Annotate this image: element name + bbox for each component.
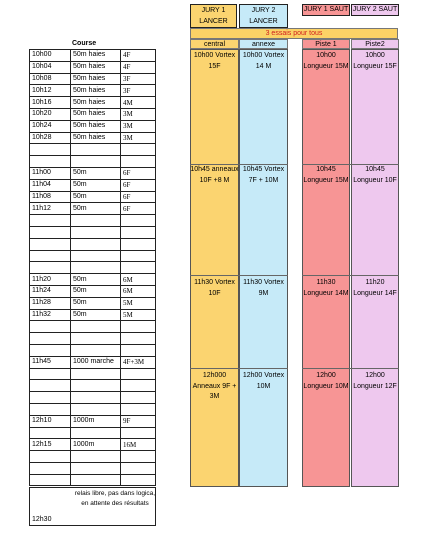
- course-event: 50m: [71, 179, 121, 191]
- table-row: [30, 333, 156, 345]
- relay-time: 12h30: [32, 516, 52, 523]
- course-group: 3M: [121, 108, 156, 120]
- course-group: 5M: [121, 297, 156, 309]
- course-time: 11h04: [30, 179, 71, 191]
- course-group: [121, 392, 156, 404]
- course-event: [71, 238, 121, 250]
- course-group: 4F+3M: [121, 356, 156, 368]
- course-time: 11h20: [30, 274, 71, 286]
- course-time: 11h24: [30, 285, 71, 297]
- course-time: 10h08: [30, 73, 71, 85]
- course-event: 1000m: [71, 415, 121, 427]
- course-time: [30, 368, 71, 380]
- table-row: [30, 250, 156, 262]
- course-event: 50m: [71, 191, 121, 203]
- table-row: [30, 156, 156, 168]
- course-event: [71, 262, 121, 274]
- course-table: [29, 49, 156, 486]
- table-row: [30, 274, 156, 286]
- course-time: 11h45: [30, 356, 71, 368]
- cell-jury1-1: 10h45 anneaux 10F +8 M: [190, 166, 239, 184]
- course-time: 10h00: [30, 50, 71, 62]
- column-saut1: [302, 49, 350, 487]
- relay-text: relais libre, pas dans logica, en attente des résultats: [74, 490, 156, 507]
- course-group: [121, 427, 156, 439]
- course-event: 50m haies: [71, 50, 121, 62]
- course-group: 5M: [121, 309, 156, 321]
- course-group: [121, 262, 156, 274]
- relay-note: [29, 487, 156, 526]
- course-event: 50m: [71, 297, 121, 309]
- course-time: [30, 462, 71, 474]
- course-group: [121, 344, 156, 356]
- table-row: [30, 356, 156, 368]
- cell-jury1-0: 10h00 Vortex 15F: [193, 52, 236, 70]
- table-row: [30, 297, 156, 309]
- course-group: 4M: [121, 97, 156, 109]
- course-event: [71, 392, 121, 404]
- cell-saut2-0: 10h00 Longueur 15F: [353, 52, 397, 70]
- course-event: 50m: [71, 167, 121, 179]
- course-group: [121, 215, 156, 227]
- course-time: [30, 262, 71, 274]
- table-row: [30, 108, 156, 120]
- header-jury1-lancer: JURY 1 LANCER: [190, 4, 237, 28]
- course-event: [71, 250, 121, 262]
- course-event: [71, 333, 121, 345]
- table-row: [30, 439, 156, 451]
- course-event: [71, 144, 121, 156]
- table-row: [30, 215, 156, 227]
- course-event: 50m: [71, 274, 121, 286]
- course-event: [71, 427, 121, 439]
- course-event: 1000m: [71, 439, 121, 451]
- course-time: [30, 156, 71, 168]
- course-time: 10h28: [30, 132, 71, 144]
- table-row: [30, 50, 156, 62]
- table-row: [30, 474, 156, 486]
- course-group: 3M: [121, 120, 156, 132]
- course-event: 50m haies: [71, 108, 121, 120]
- course-event: [71, 156, 121, 168]
- cell-saut1-3: 12h00 Longueur 10M: [303, 372, 349, 390]
- cell-saut2-3: 12h00 Longueur 12F: [353, 372, 397, 390]
- course-time: [30, 226, 71, 238]
- header-jury1-saut: JURY 1 SAUT: [302, 4, 350, 16]
- table-row: [30, 344, 156, 356]
- course-event: 1000 marche: [71, 356, 121, 368]
- course-group: 6F: [121, 203, 156, 215]
- table-row: [30, 285, 156, 297]
- table-row: [30, 61, 156, 73]
- course-group: [121, 403, 156, 415]
- separator-lancer-3: [190, 368, 288, 369]
- course-event: [71, 474, 121, 486]
- table-row: [30, 203, 156, 215]
- table-row: [30, 97, 156, 109]
- course-event: 50m haies: [71, 120, 121, 132]
- course-group: [121, 238, 156, 250]
- column-jury1: [190, 49, 239, 487]
- cell-jury2-0: 10h00 Vortex 14 M: [242, 52, 285, 70]
- table-row: [30, 132, 156, 144]
- course-group: 4F: [121, 61, 156, 73]
- cell-jury2-2: 11h30 Vortex 9M: [243, 279, 284, 297]
- table-row: [30, 415, 156, 427]
- table-row: [30, 392, 156, 404]
- course-group: 6M: [121, 285, 156, 297]
- course-group: [121, 144, 156, 156]
- table-row: [30, 321, 156, 333]
- sub-piste2: Piste2: [351, 39, 399, 49]
- cell-jury1-2: 11h30 Vortex 10F: [194, 279, 235, 297]
- header-jury2-lancer: JURY 2 LANCER: [239, 4, 288, 28]
- separator-saut-2: [302, 275, 399, 276]
- table-row: [30, 262, 156, 274]
- course-event: 50m: [71, 285, 121, 297]
- cell-saut1-2: 11h30 Longueur 14M: [303, 279, 349, 297]
- course-time: [30, 427, 71, 439]
- course-group: [121, 451, 156, 463]
- course-group: 6M: [121, 274, 156, 286]
- course-group: 16M: [121, 439, 156, 451]
- course-time: [30, 250, 71, 262]
- course-event: 50m haies: [71, 97, 121, 109]
- course-group: [121, 474, 156, 486]
- table-row: [30, 309, 156, 321]
- table-row: [30, 462, 156, 474]
- cell-jury1-3: 12h000 Anneaux 9F + 3M: [192, 372, 237, 400]
- course-time: [30, 344, 71, 356]
- course-event: 50m haies: [71, 61, 121, 73]
- table-row: [30, 238, 156, 250]
- course-event: [71, 462, 121, 474]
- cell-saut2-1: 10h45 Longueur 10F: [353, 166, 397, 184]
- column-saut2: [351, 49, 399, 487]
- course-time: 10h20: [30, 108, 71, 120]
- course-time: 11h32: [30, 309, 71, 321]
- course-time: [30, 215, 71, 227]
- sub-central: central: [190, 39, 239, 49]
- course-group: [121, 380, 156, 392]
- course-group: [121, 368, 156, 380]
- course-group: 3F: [121, 85, 156, 97]
- course-event: [71, 215, 121, 227]
- course-event: 50m haies: [71, 73, 121, 85]
- sub-annexe: annexe: [239, 39, 288, 49]
- course-time: [30, 474, 71, 486]
- table-row: [30, 167, 156, 179]
- course-group: 3F: [121, 73, 156, 85]
- sub-piste1: Piste 1: [302, 39, 350, 49]
- course-group: 6F: [121, 167, 156, 179]
- cell-jury2-3: 12h00 Vortex 10M: [242, 372, 285, 390]
- table-row: [30, 144, 156, 156]
- course-group: 4F: [121, 50, 156, 62]
- table-row: [30, 403, 156, 415]
- course-group: 6F: [121, 191, 156, 203]
- course-time: [30, 333, 71, 345]
- table-row: [30, 380, 156, 392]
- course-time: [30, 238, 71, 250]
- course-time: 10h16: [30, 97, 71, 109]
- separator-lancer-2: [190, 275, 288, 276]
- course-group: [121, 462, 156, 474]
- course-time: [30, 321, 71, 333]
- table-row: [30, 85, 156, 97]
- course-time: 11h00: [30, 167, 71, 179]
- course-group: [121, 156, 156, 168]
- course-time: 11h12: [30, 203, 71, 215]
- course-group: 6F: [121, 179, 156, 191]
- table-row: [30, 73, 156, 85]
- course-event: 50m haies: [71, 85, 121, 97]
- course-group: 9F: [121, 415, 156, 427]
- banner-essais: 3 essais pour tous: [190, 28, 398, 39]
- course-time: 11h08: [30, 191, 71, 203]
- course-time: [30, 451, 71, 463]
- table-row: [30, 179, 156, 191]
- course-time: 12h15: [30, 439, 71, 451]
- table-row: [30, 451, 156, 463]
- course-time: 10h24: [30, 120, 71, 132]
- cell-saut1-0: 10h00 Longueur 15M: [303, 52, 349, 70]
- course-group: [121, 250, 156, 262]
- separator-saut-3: [302, 368, 399, 369]
- course-event: [71, 380, 121, 392]
- course-group: 3M: [121, 132, 156, 144]
- course-time: 11h28: [30, 297, 71, 309]
- course-group: [121, 226, 156, 238]
- course-event: 50m: [71, 309, 121, 321]
- course-time: [30, 403, 71, 415]
- course-event: [71, 451, 121, 463]
- course-time: 12h10: [30, 415, 71, 427]
- course-event: [71, 321, 121, 333]
- cell-jury2-1: 10h45 Vortex 7F + 10M: [242, 166, 285, 184]
- course-time: [30, 380, 71, 392]
- course-event: 50m: [71, 203, 121, 215]
- cell-saut1-1: 10h45 Longueur 15M: [303, 166, 349, 184]
- course-group: [121, 321, 156, 333]
- course-time: 10h04: [30, 61, 71, 73]
- course-event: [71, 344, 121, 356]
- column-jury2: [239, 49, 288, 487]
- table-row: [30, 368, 156, 380]
- cell-saut2-2: 11h20 Longueur 14F: [353, 279, 397, 297]
- course-time: [30, 144, 71, 156]
- course-event: [71, 368, 121, 380]
- course-title: Course: [72, 40, 97, 47]
- course-group: [121, 333, 156, 345]
- course-time: [30, 392, 71, 404]
- table-row: [30, 120, 156, 132]
- course-event: [71, 226, 121, 238]
- table-row: [30, 427, 156, 439]
- table-row: [30, 226, 156, 238]
- header-jury2-saut: JURY 2 SAUT: [351, 4, 399, 16]
- course-event: 50m haies: [71, 132, 121, 144]
- course-event: [71, 403, 121, 415]
- table-row: [30, 191, 156, 203]
- course-time: 10h12: [30, 85, 71, 97]
